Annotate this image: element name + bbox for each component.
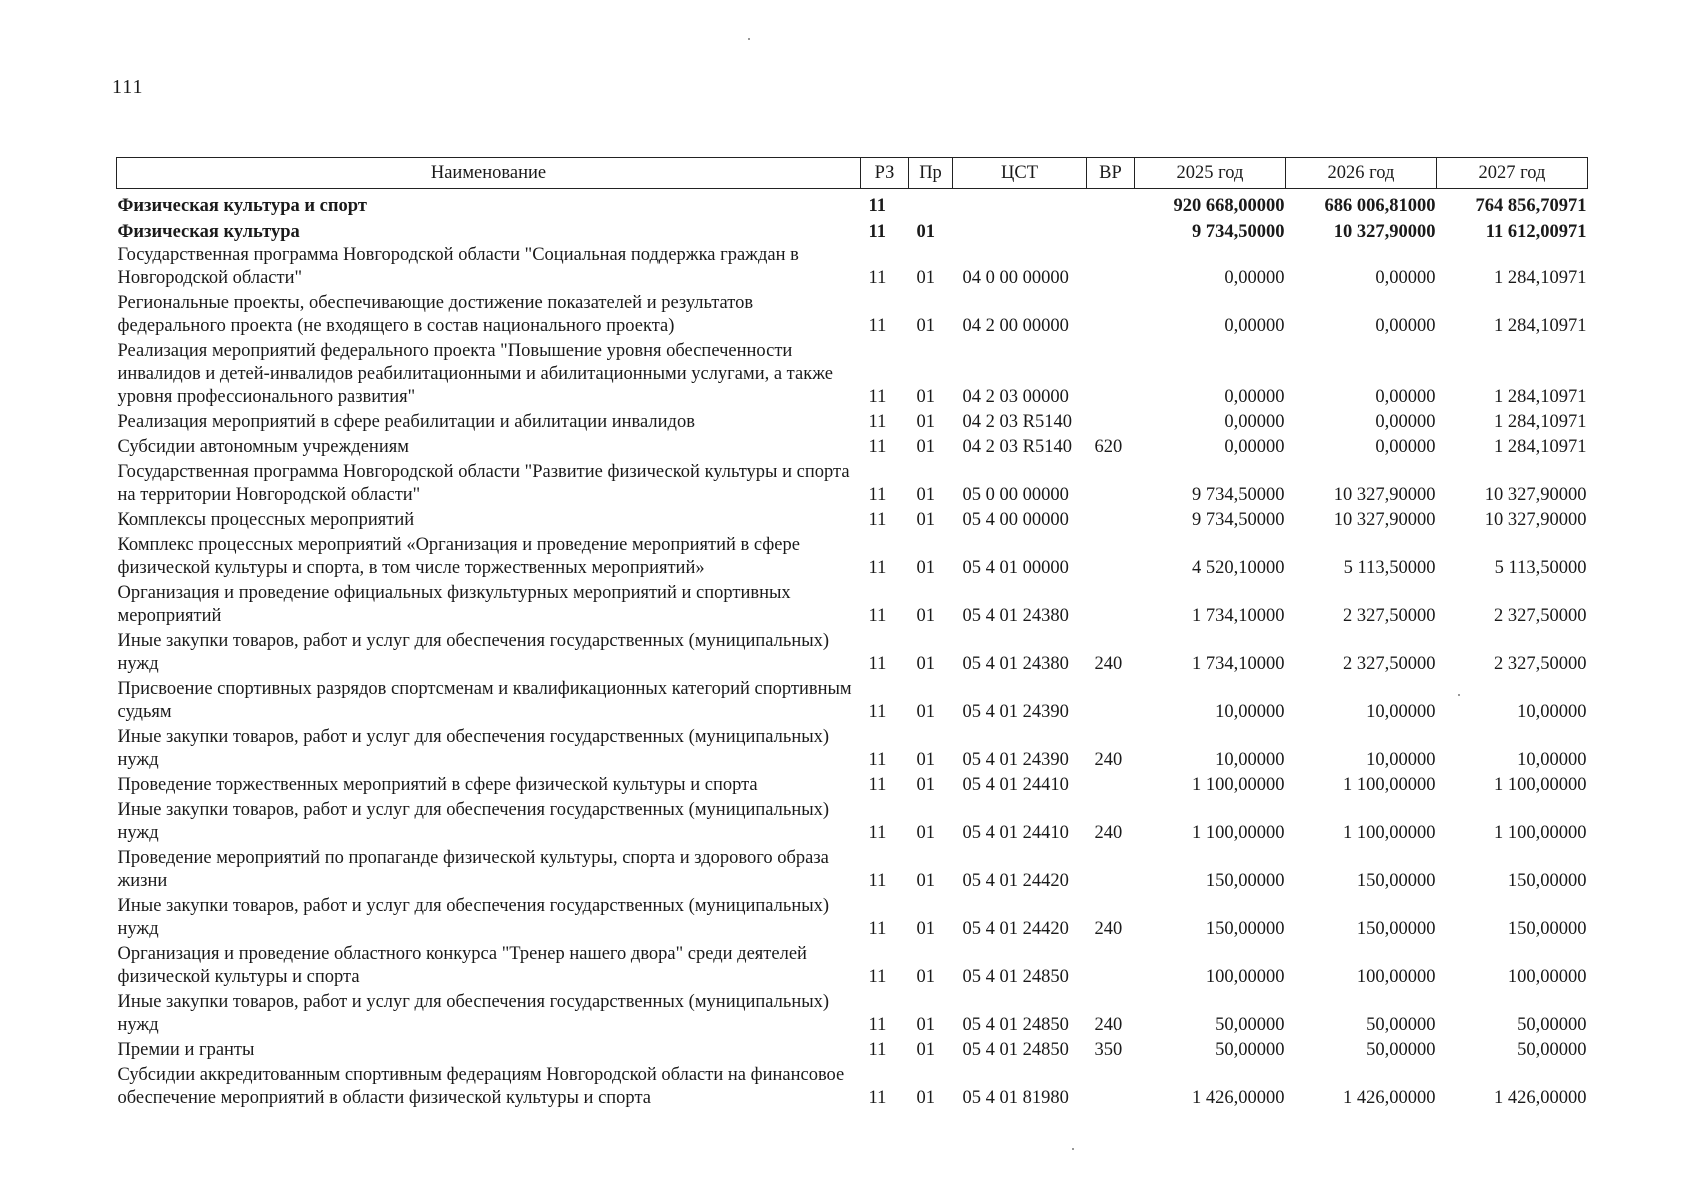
table-row	[117, 895, 1588, 943]
table-row	[117, 1039, 1588, 1064]
row-2025: 9 734,50000	[1192, 222, 1285, 242]
row-2025: 10,00000	[1215, 702, 1285, 722]
row-2027: 100,00000	[1507, 967, 1587, 987]
row-pr: 01	[916, 654, 935, 674]
row-rz: 11	[868, 1040, 887, 1060]
row-rz: 11	[868, 222, 886, 242]
row-2026: 50,00000	[1366, 1040, 1436, 1060]
row-vr: 620	[1094, 437, 1123, 457]
row-2026: 50,00000	[1366, 1015, 1436, 1035]
row-cst: 05 4 00 00000	[962, 510, 1069, 530]
table-row	[117, 847, 1588, 895]
row-2025: 50,00000	[1215, 1040, 1285, 1060]
header-name: Наименование	[117, 158, 861, 189]
row-2026: 10 327,90000	[1333, 485, 1436, 505]
row-pr	[909, 189, 953, 222]
table-row	[117, 799, 1588, 847]
table-row	[117, 436, 1588, 461]
row-2027: 1 100,00000	[1494, 823, 1587, 843]
row-pr: 01	[916, 268, 935, 288]
row-cst: 05 4 01 24410	[962, 823, 1069, 843]
row-cst: 05 4 01 24410	[962, 775, 1069, 795]
row-vr: 350	[1094, 1040, 1123, 1060]
row-rz: 11	[868, 1088, 887, 1108]
row-pr: 01	[916, 437, 935, 457]
row-2025: 1 734,10000	[1192, 654, 1285, 674]
row-cst: 05 0 00 00000	[962, 485, 1069, 505]
row-pr: 01	[916, 510, 935, 530]
row-name: Реализация мероприятий в сфере реабилитации и абилитации инвалидов	[117, 412, 695, 432]
row-2026: 686 006,81000	[1324, 196, 1436, 216]
row-pr: 01	[916, 775, 935, 795]
table-row	[117, 221, 1588, 244]
row-pr: 01	[916, 387, 935, 407]
row-vr	[1087, 340, 1135, 411]
row-2025: 920 668,00000	[1173, 196, 1285, 216]
row-rz: 11	[868, 268, 887, 288]
row-name: Физическая культура	[117, 222, 300, 242]
row-pr: 01	[916, 316, 935, 336]
row-vr: 240	[1094, 654, 1123, 674]
row-2026: 5 113,50000	[1343, 558, 1436, 578]
row-2025: 4 520,10000	[1192, 558, 1285, 578]
table-row	[117, 678, 1588, 726]
row-rz: 11	[868, 196, 886, 216]
row-cst: 05 4 01 00000	[962, 558, 1069, 578]
row-2027: 1 284,10971	[1494, 412, 1587, 432]
table-row	[117, 244, 1588, 292]
table-row	[117, 189, 1588, 222]
row-2027: 5 113,50000	[1494, 558, 1587, 578]
table-row	[117, 340, 1588, 411]
row-pr: 01	[916, 750, 935, 770]
header-2025: 2025 год	[1135, 158, 1286, 189]
row-rz: 11	[868, 558, 887, 578]
row-pr: 01	[916, 967, 935, 987]
row-2025: 9 734,50000	[1192, 510, 1285, 530]
row-2025: 0,00000	[1224, 387, 1285, 407]
row-2027: 1 284,10971	[1494, 387, 1587, 407]
table-row	[117, 991, 1588, 1039]
row-name: Организация и проведение официальных физкультурных мероприятий и спортивных мероприятий	[117, 583, 791, 626]
row-vr	[1087, 678, 1135, 726]
row-2027: 10,00000	[1517, 750, 1587, 770]
row-vr	[1087, 221, 1135, 244]
table-row	[117, 461, 1588, 509]
table-row	[117, 1064, 1588, 1112]
row-2025: 0,00000	[1224, 268, 1285, 288]
row-2025: 1 100,00000	[1192, 823, 1285, 843]
row-2027: 150,00000	[1507, 871, 1587, 891]
row-name: Иные закупки товаров, работ и услуг для обеспечения государственных (муниципальных) нужд	[117, 631, 830, 674]
header-pr: Пр	[909, 158, 953, 189]
row-rz: 11	[868, 775, 887, 795]
row-2027: 150,00000	[1507, 919, 1587, 939]
row-2027: 1 284,10971	[1494, 316, 1587, 336]
row-cst: 05 4 01 24380	[962, 654, 1069, 674]
row-pr: 01	[916, 412, 935, 432]
row-2027: 10,00000	[1517, 702, 1587, 722]
row-2025: 0,00000	[1224, 437, 1285, 457]
row-2026: 0,00000	[1375, 437, 1436, 457]
row-vr	[1087, 582, 1135, 630]
row-2025: 1 734,10000	[1192, 606, 1285, 626]
row-vr	[1087, 292, 1135, 340]
row-cst: 04 2 03 00000	[962, 387, 1069, 407]
row-2026: 10 327,90000	[1333, 222, 1436, 242]
row-rz: 11	[868, 485, 887, 505]
row-rz: 11	[868, 412, 887, 432]
row-vr: 240	[1094, 823, 1123, 843]
table-row	[117, 943, 1588, 991]
row-name: Организация и проведение областного конкурса "Тренер нашего двора" среди деятелей физической культуры и спорта	[117, 944, 807, 987]
row-2025: 150,00000	[1205, 919, 1285, 939]
row-2027: 10 327,90000	[1484, 485, 1587, 505]
row-pr: 01	[916, 606, 935, 626]
row-pr: 01	[916, 1040, 935, 1060]
table-row	[117, 726, 1588, 774]
row-vr: 240	[1094, 919, 1123, 939]
row-vr: 240	[1094, 750, 1123, 770]
row-2027: 11 612,00971	[1485, 222, 1587, 242]
row-2027: 2 327,50000	[1494, 606, 1587, 626]
row-name: Проведение торжественных мероприятий в сфере физической культуры и спорта	[117, 775, 758, 795]
row-pr: 01	[916, 485, 935, 505]
row-2026: 1 100,00000	[1343, 775, 1436, 795]
row-2025: 50,00000	[1215, 1015, 1285, 1035]
row-pr: 01	[916, 919, 935, 939]
row-cst: 05 4 01 24850	[962, 1015, 1069, 1035]
row-vr	[1087, 534, 1135, 582]
header-cst: ЦСТ	[953, 158, 1087, 189]
row-rz: 11	[868, 919, 887, 939]
row-rz: 11	[868, 510, 887, 530]
row-cst: 05 4 01 24420	[962, 871, 1069, 891]
row-cst: 05 4 01 24380	[962, 606, 1069, 626]
row-name: Иные закупки товаров, работ и услуг для обеспечения государственных (муниципальных) нужд	[117, 727, 830, 770]
row-cst: 05 4 01 24390	[962, 750, 1069, 770]
row-vr	[1087, 1064, 1135, 1112]
row-vr	[1087, 774, 1135, 799]
row-2025: 9 734,50000	[1192, 485, 1285, 505]
header-2027: 2027 год	[1437, 158, 1588, 189]
row-cst: 04 2 00 00000	[962, 316, 1069, 336]
row-2026: 0,00000	[1375, 412, 1436, 432]
row-name: Проведение мероприятий по пропаганде физической культуры, спорта и здорового образа жизни	[117, 848, 829, 891]
row-2027: 1 284,10971	[1494, 437, 1587, 457]
row-2026: 10,00000	[1366, 750, 1436, 770]
row-pr: 01	[916, 1088, 935, 1108]
row-pr: 01	[916, 222, 935, 242]
row-2026: 100,00000	[1356, 967, 1436, 987]
row-name: Иные закупки товаров, работ и услуг для обеспечения государственных (муниципальных) нужд	[117, 896, 830, 939]
row-2026: 10 327,90000	[1333, 510, 1436, 530]
row-rz: 11	[868, 654, 887, 674]
row-2026: 150,00000	[1356, 871, 1436, 891]
table-row	[117, 534, 1588, 582]
row-pr: 01	[916, 871, 935, 891]
header-2026: 2026 год	[1286, 158, 1437, 189]
row-2026: 1 100,00000	[1343, 823, 1436, 843]
row-rz: 11	[868, 437, 887, 457]
budget-table	[116, 157, 1588, 1112]
header-rz: РЗ	[861, 158, 909, 189]
row-rz: 11	[868, 967, 887, 987]
row-rz: 11	[868, 1015, 887, 1035]
row-cst: 05 4 01 24850	[962, 1040, 1069, 1060]
row-name: Государственная программа Новгородской области "Развитие физической культуры и спорта на территории Новгородской области"	[117, 462, 850, 505]
row-name: Комплексы процессных мероприятий	[117, 510, 415, 530]
row-rz: 11	[868, 702, 887, 722]
row-cst: 04 2 03 R5140	[962, 412, 1072, 432]
table-row	[117, 509, 1588, 534]
table-row	[117, 582, 1588, 630]
row-name: Иные закупки товаров, работ и услуг для обеспечения государственных (муниципальных) нужд	[117, 992, 830, 1035]
table-row	[117, 292, 1588, 340]
row-rz: 11	[868, 871, 887, 891]
row-2027: 50,00000	[1517, 1015, 1587, 1035]
row-2025: 1 100,00000	[1192, 775, 1285, 795]
row-2026: 1 426,00000	[1343, 1088, 1436, 1108]
row-2026: 0,00000	[1375, 316, 1436, 336]
row-cst: 04 0 00 00000	[962, 268, 1069, 288]
row-pr: 01	[916, 823, 935, 843]
row-vr: 240	[1094, 1015, 1123, 1035]
row-2026: 10,00000	[1366, 702, 1436, 722]
row-rz: 11	[868, 387, 887, 407]
row-name: Иные закупки товаров, работ и услуг для обеспечения государственных (муниципальных) нужд	[117, 800, 830, 843]
row-cst: 05 4 01 24850	[962, 967, 1069, 987]
table-row	[117, 774, 1588, 799]
row-2027: 1 426,00000	[1494, 1088, 1587, 1108]
page-number: 111	[112, 76, 144, 98]
row-name: Субсидии аккредитованным спортивным федерациям Новгородской области на финансовое обеспечение мероприятий в области физической культуры и спорта	[117, 1065, 845, 1108]
row-vr	[1087, 244, 1135, 292]
row-2026: 2 327,50000	[1343, 606, 1436, 626]
row-pr: 01	[916, 1015, 935, 1035]
scan-speck	[1072, 1148, 1074, 1150]
table-body	[117, 189, 1588, 1113]
row-2025: 1 426,00000	[1192, 1088, 1285, 1108]
row-2027: 2 327,50000	[1494, 654, 1587, 674]
row-2027: 1 100,00000	[1494, 775, 1587, 795]
row-2027: 10 327,90000	[1484, 510, 1587, 530]
row-rz: 11	[868, 606, 887, 626]
row-2025: 150,00000	[1205, 871, 1285, 891]
row-cst: 05 4 01 24420	[962, 919, 1069, 939]
row-2025: 100,00000	[1205, 967, 1285, 987]
row-pr: 01	[916, 702, 935, 722]
row-2025: 0,00000	[1224, 316, 1285, 336]
row-cst: 04 2 03 R5140	[962, 437, 1072, 457]
table-row	[117, 630, 1588, 678]
row-2027: 50,00000	[1517, 1040, 1587, 1060]
row-name: Присвоение спортивных разрядов спортсменам и квалификационных категорий спортивным судьям	[117, 679, 852, 722]
row-2026: 0,00000	[1375, 268, 1436, 288]
row-vr	[1087, 189, 1135, 222]
row-vr	[1087, 943, 1135, 991]
row-name: Физическая культура и спорт	[117, 196, 367, 216]
row-rz: 11	[868, 316, 887, 336]
row-2025: 10,00000	[1215, 750, 1285, 770]
row-name: Региональные проекты, обеспечивающие достижение показателей и результатов федерального проекта (не входящего в состав национального проекта)	[117, 293, 754, 336]
row-name: Реализация мероприятий федерального проекта "Повышение уровня обеспеченности инвалидов и детей-инвалидов реабилитационными и абилитационными услугами, а также уровня профессионального развития"	[117, 341, 833, 407]
row-pr: 01	[916, 558, 935, 578]
row-vr	[1087, 461, 1135, 509]
row-name: Государственная программа Новгородской области "Социальная поддержка граждан в Новгородской области"	[117, 245, 799, 288]
row-2025: 0,00000	[1224, 412, 1285, 432]
row-vr	[1087, 847, 1135, 895]
row-2027: 764 856,70971	[1475, 196, 1587, 216]
row-2026: 150,00000	[1356, 919, 1436, 939]
row-2026: 0,00000	[1375, 387, 1436, 407]
row-name: Комплекс процессных мероприятий «Организация и проведение мероприятий в сфере физической культуры и спорта, в том числе торжественных мероприятий»	[117, 535, 800, 578]
scan-speck	[748, 38, 750, 40]
row-rz: 11	[868, 750, 887, 770]
header-vr: ВР	[1087, 158, 1135, 189]
row-cst: 05 4 01 81980	[962, 1088, 1069, 1108]
row-vr	[1087, 509, 1135, 534]
table-row	[117, 411, 1588, 436]
row-cst	[953, 221, 1087, 244]
table-header-row	[117, 158, 1588, 189]
row-2027: 1 284,10971	[1494, 268, 1587, 288]
row-vr	[1087, 411, 1135, 436]
row-cst	[953, 189, 1087, 222]
row-name: Премии и гранты	[117, 1040, 255, 1060]
row-2026: 2 327,50000	[1343, 654, 1436, 674]
row-name: Субсидии автономным учреждениям	[117, 437, 409, 457]
row-rz: 11	[868, 823, 887, 843]
row-cst: 05 4 01 24390	[962, 702, 1069, 722]
